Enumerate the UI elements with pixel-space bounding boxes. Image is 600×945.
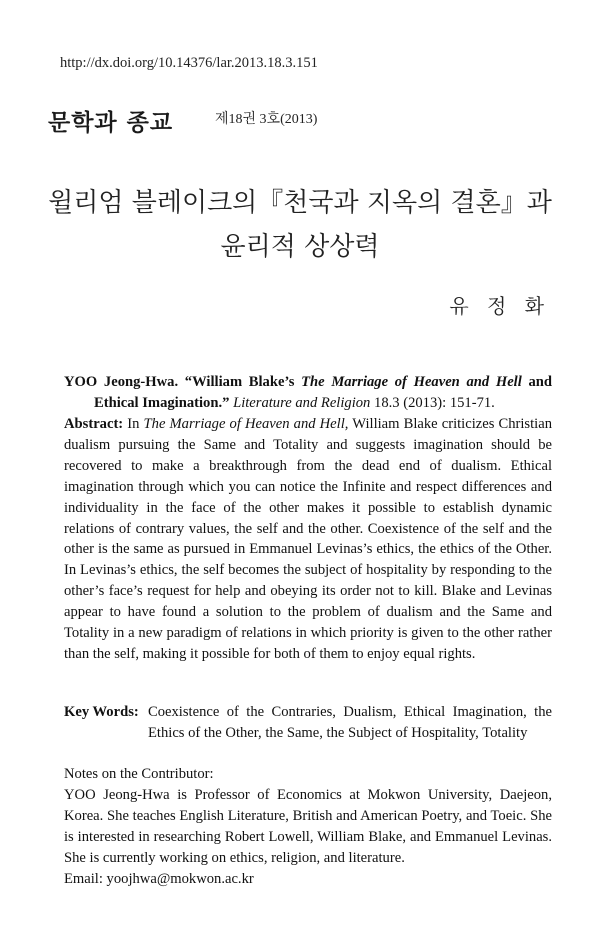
abstract-book-title: The Marriage of Heaven and Hell, bbox=[143, 416, 349, 432]
citation-author: YOO Jeong-Hwa. bbox=[64, 374, 179, 390]
citation-book-title: The Marriage of Heaven and Hell bbox=[301, 374, 522, 390]
abstract bbox=[64, 414, 552, 665]
citation-details: 18.3 (2013): 151-71. bbox=[374, 394, 495, 411]
contributor-heading: Notes on the Contributor: bbox=[64, 766, 214, 782]
citation bbox=[64, 372, 552, 414]
author-name-korean: 유 정 화 bbox=[449, 294, 550, 318]
citation-line-1 bbox=[64, 372, 552, 393]
issue-number: 제18권 3호(2013) bbox=[215, 112, 318, 127]
citation-title-open: “William Blake’s bbox=[184, 374, 295, 390]
citation-line-2 bbox=[64, 393, 552, 414]
abstract-text: William Blake criticizes Christian dualism pursuing the Same and Totality and suggests imagination should be recovered to make a breakthrough from the dead end of dualism. Ethical imagination through which you can notice the Infinite and respect differences and individuality in the face of the other makes it possible to establish dynamic relations of contrary values, the self and the other. Coexistence of the self and the other is the same as pursued in Emmanuel Levinas’s ethics, the ethics of the Other. In Levinas’s ethics, the self becomes the subject of hospitality by responding to the other’s face’s request for help and obeying its order not to kill. Blake and Levinas appear to have found a solution to the problem of dualism and the Same and Totality in a new paradigm of relations in which priority is given to the other rather than the self, making it possible for both of them to enjoy equal rights. bbox=[64, 416, 552, 662]
doi-link[interactable]: http://dx.doi.org/10.14376/lar.2013.18.3.151 bbox=[60, 55, 318, 71]
citation-title-end: Ethical Imagination.” bbox=[94, 394, 230, 411]
keywords-text: Coexistence of the Contraries, Dualism, Ethical Imagination, the Ethics of the Other, the Same, the Subject of Hospitality, Totality bbox=[148, 704, 552, 741]
korean-title-line-1: 윌리엄 블레이크의『천국과 지옥의 결혼』과 bbox=[48, 188, 552, 218]
journal-logo: 문학과 종교 bbox=[48, 110, 174, 136]
citation-journal: Literature and Religion bbox=[233, 394, 371, 411]
abstract-paragraph bbox=[64, 414, 552, 665]
contributor-notes bbox=[64, 764, 552, 889]
abstract-label: Abstract: bbox=[64, 416, 124, 432]
keywords bbox=[64, 702, 552, 744]
korean-title-line-2: 윤리적 상상력 bbox=[220, 232, 380, 262]
citation-and: and bbox=[528, 374, 553, 390]
contributor-bio: YOO Jeong-Hwa is Professor of Economics at Mokwon University, Daejeon, Korea. She teaches English Literature, British and American Poetry, and Toeic. She is interested in researching Robert Lowell, William Blake, and Emmanuel Levinas. She is currently working on ethics, religion, and literature. bbox=[64, 786, 552, 866]
keywords-label: Key Words: bbox=[64, 704, 139, 720]
keywords-row bbox=[64, 702, 552, 744]
abstract-in: In bbox=[127, 416, 140, 432]
contributor-email[interactable]: Email: yoojhwa@mokwon.ac.kr bbox=[64, 870, 254, 887]
